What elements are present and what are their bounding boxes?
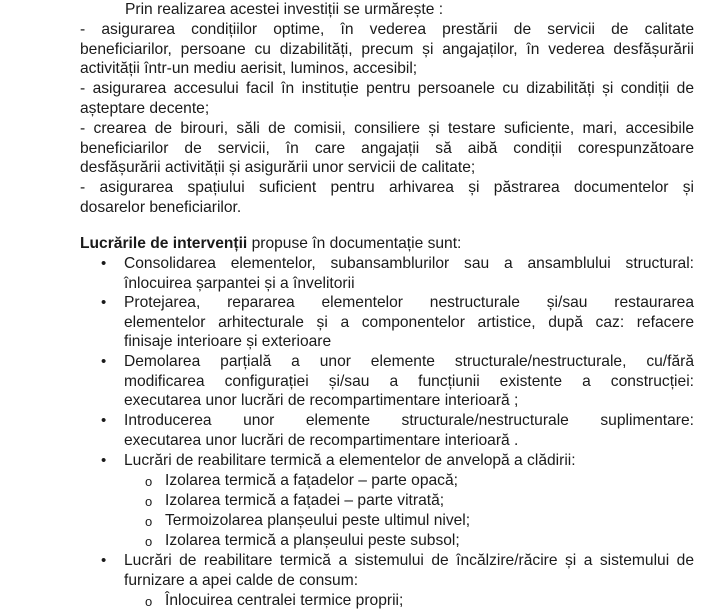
goal-paragraph-1 (80, 20, 694, 79)
bullet-2-text (124, 293, 694, 352)
bullet-3-text (124, 352, 694, 411)
works-heading-bold: Lucrările de intervenții (80, 235, 248, 252)
works-heading-rest: propuse în documentație sunt: (247, 235, 462, 252)
bullet-icon: • (101, 294, 107, 311)
bullet-icon: • (101, 452, 107, 469)
bullet-6-line-1: Lucrări de reabilitare termică a sistemului de încălzire/răcire și a sistemului de (124, 552, 694, 569)
circle-bullet-icon: o (145, 494, 153, 509)
thermal-subitem-2-text: Izolarea termică a fațadei – parte vitrată; (165, 492, 445, 509)
goal-paragraph-4 (80, 178, 694, 217)
bullet-2-line-2: elementelor arhitecturale și a componentelor artistice, după caz: refacere (124, 313, 694, 331)
goal-3-line-2: beneficiarilor de servicii, în care angajații să aibă condiții corespunzătoare (80, 139, 694, 157)
goal-2-line-2: așteptare decente; (80, 99, 210, 117)
bullet-6-line-2: furnizare a apei calde de consum: (124, 571, 359, 589)
works-heading (80, 234, 461, 254)
goal-3-line-1: - crearea de birouri, săli de comisii, consiliere și testare suficiente, mari, accesibile (80, 120, 694, 137)
goal-4-line-1: - asigurarea spațiului suficient pentru arhivarea și păstrarea documentelor și (80, 179, 694, 196)
goal-1-line-3: activității într-un mediu aerisit, luminos, accesibil; (80, 60, 418, 78)
bullet-4-line-2: executarea unor lucrări de recompartimentare interioară . (124, 431, 519, 449)
bullet-icon: • (101, 412, 107, 429)
goal-4-line-2: dosarelor beneficiarilor. (80, 198, 242, 216)
goal-1-line-1: - asigurarea condițiilor optime, în vederea prestării de servicii de calitate (80, 21, 694, 38)
goal-3-line-3: desfășurării activității și asigurării unor servicii de calitate; (80, 159, 476, 177)
bullet-icon: • (101, 552, 107, 569)
bullet-3-line-2: modificarea configurației și/sau a funcțiunii existente a construcției: (124, 372, 694, 390)
circle-bullet-icon: o (145, 534, 153, 549)
bullet-icon: • (101, 353, 107, 370)
bullet-5-text (124, 451, 694, 471)
thermal-subitem-1-text: Izolarea termică a fațadelor – parte opacă; (165, 472, 458, 489)
bullet-6-text (124, 551, 694, 590)
bullet-5-line-1: Lucrări de reabilitare termică a elementelor de anvelopă a clădirii: (124, 452, 576, 469)
bullet-3-line-1: Demolarea parțială a unor elemente structurale/nestructurale, cu/fără (124, 353, 694, 370)
thermal-subitem-4-text: Izolarea termică a planșeului peste subsol; (165, 532, 460, 549)
bullet-1-line-1: Consolidarea elementelor, subansamblurilor sau a ansamblului structural: (124, 255, 694, 272)
circle-bullet-icon: o (145, 594, 153, 609)
intro-line: Prin realizarea acestei investiții se urmărește : (125, 1, 444, 18)
goal-1-line-2: beneficiarilor, persoane cu dizabilități, precum și angajaților, în vederea desfășurării (80, 40, 694, 58)
bullet-1-text (124, 254, 694, 293)
goal-paragraph-3 (80, 119, 694, 178)
thermal-subitem-3-text: Termoizolarea planșeului peste ultimul nivel; (165, 512, 471, 529)
goal-paragraph-2 (80, 79, 694, 118)
bullet-2-line-3: finisaje interioare și exterioare (124, 333, 332, 351)
goal-2-line-1: - asigurarea accesului facil în instituție pentru persoanele cu dizabilități și condiții de (80, 80, 694, 97)
bullet-icon: • (101, 255, 107, 272)
bullet-2-line-1: Protejarea, repararea elementelor nestructurale și/sau restaurarea (124, 294, 694, 311)
bullet-4-text (124, 411, 694, 450)
bullet-3-line-3: executarea unor lucrări de recompartimentare interioară ; (124, 392, 519, 410)
bullet-1-line-2: înlocuirea șarpantei și a învelitorii (124, 274, 355, 292)
bullet-4-line-1: Introducerea unor elemente structurale/nestructurale suplimentare: (124, 412, 694, 429)
circle-bullet-icon: o (145, 514, 153, 529)
circle-bullet-icon: o (145, 474, 153, 489)
heating-subitem-1-text: Înlocuirea centralei termice proprii; (165, 592, 404, 609)
